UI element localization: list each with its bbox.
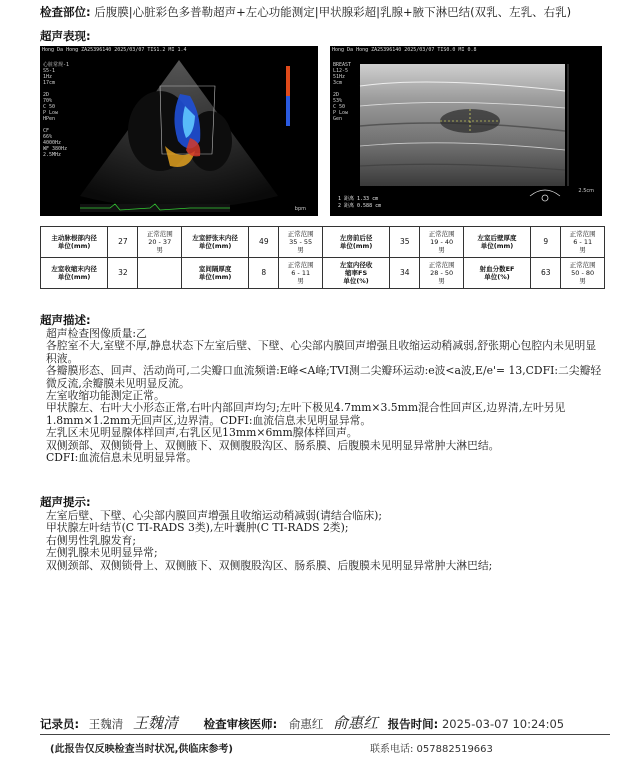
measurement-row [41, 258, 605, 289]
description-text [46, 328, 602, 464]
reviewer-signature: 俞惠红 [333, 714, 379, 732]
measurement-normal-range: 正常范围 19 - 40 男 [420, 227, 464, 258]
prompt-text [46, 510, 602, 572]
exam-site-value: 后腹膜|心脏彩色多普勒超声+左心功能测定|甲状腺彩超|乳腺+腋下淋巴结(双乳、左乳、右乳) [94, 5, 572, 19]
breast-image-measurements [338, 196, 381, 210]
measurement-label: 左室内径收 缩率FS 单位(%) [322, 258, 389, 289]
cardiac-image-header: Hong Da Hong ZA25396140 2025/03/07 TIS1.2 MI 1.4 [42, 47, 187, 53]
cardiac-image-scale-label: bpm [294, 206, 306, 212]
prompt-line: 左室后壁、下壁、心尖部内膜回声增强且收缩运动稍减弱(请结合临床); [46, 509, 382, 522]
measurement-normal-range: 正常范围 20 - 37 男 [138, 227, 182, 258]
measurement-normal-range: 正常范围 6 - 11 男 [279, 258, 323, 289]
ultrasound-images [40, 46, 602, 216]
report-time-label: 报告时间: [387, 717, 439, 731]
breast-ultrasound-image [330, 46, 602, 216]
measurement-label: 左室收缩末内径 单位(mm) [41, 258, 108, 289]
exam-site-line [40, 4, 636, 20]
description-line: 左室收缩功能测定正常。 [46, 389, 165, 403]
contact-phone: 联系电话: 057882519663 [370, 744, 493, 755]
description-line: 双侧颈部、双侧锁骨上、双侧腋下、双侧腹股沟区、肠系膜、后腹膜未见明显异常肿大淋巴结。 [46, 438, 500, 452]
report-disclaimer: (此报告仅反映检查当时状况,供临床参考) [50, 744, 233, 755]
report-footer [40, 712, 620, 733]
measurement-value: 32 [108, 258, 138, 289]
report-time-value: 2025-03-07 10:24:05 [441, 717, 565, 731]
recorder-label: 记录员: [40, 717, 80, 731]
description-line: 各腔室不大,室壁不厚,静息状态下左室后壁、下壁、心尖部内膜回声增强且收缩运动稍减弱,舒张期心包腔内未见明显积液。 [46, 339, 597, 365]
measurement-value: 34 [390, 258, 420, 289]
reviewer-label: 检查审核医师: [203, 717, 278, 731]
measurement-label: 左室后壁厚度 单位(mm) [463, 227, 530, 258]
measurement-normal-range: 正常范围 50 - 80 男 [561, 258, 605, 289]
prompt-section-title: 超声提示: [40, 495, 91, 509]
measurement-value: 63 [531, 258, 561, 289]
description-line: 左乳区未见明显腺体样回声,右乳区见13mm×6mm腺体样回声。 [46, 426, 358, 440]
measurement-label: 主动脉根部内径 单位(mm) [41, 227, 108, 258]
reviewer-name: 俞惠红 [288, 717, 324, 731]
prompt-line: 双侧颈部、双侧锁骨上、双侧腋下、双侧腹股沟区、肠系膜、后腹膜未见明显异常肿大淋巴结; [46, 558, 493, 572]
description-line: 甲状腺左、右叶大小形态正常,右叶内部回声均匀;左叶下极见4.7mm×3.5mm混合性回声区,边界清,左叶另见1.8mm×1.2mm无回声区,边界清。CDFI:血流信息未见明显异常。 [46, 401, 566, 427]
measurement-value: 27 [108, 227, 138, 258]
breast-measurement-1: 1 距离 1.33 cm [338, 196, 379, 202]
prompt-line: 左侧乳腺未见明显异常; [46, 546, 158, 560]
measurement-normal-range [138, 258, 182, 289]
description-line: 超声检查图像质量:乙 [46, 327, 147, 340]
measurement-value: 8 [249, 258, 279, 289]
measurement-normal-range: 正常范围 28 - 50 男 [420, 258, 464, 289]
breast-measurement-2: 2 距离 0.588 cm [338, 203, 382, 209]
cardiac-image-params: 心脏常规-1 S5-1 1Hz 17cm 2D 70% C 50 P Low HPen CF 66% 4000Hz WF 380Hz 2.5MHz [43, 62, 70, 158]
breast-image-header: Hong Da Hong ZA25396140 2025/03/07 TIS0.0 MI 0.8 [332, 47, 477, 53]
measurement-label: 射血分数EF 单位(%) [463, 258, 530, 289]
exam-site-label: 检查部位: [40, 5, 91, 19]
measurement-row [41, 227, 605, 258]
cardiac-ultrasound-image [40, 46, 318, 216]
measurement-label: 室间隔厚度 单位(mm) [181, 258, 248, 289]
measurement-label: 左房前后径 单位(mm) [322, 227, 389, 258]
recorder-name: 王魏清 [88, 717, 124, 731]
images-section-title: 超声表现: [40, 29, 91, 43]
breast-depth-label: 2.5cm [578, 188, 594, 194]
measurement-table [40, 226, 605, 289]
measurement-label: 左室舒张末内径 单位(mm) [181, 227, 248, 258]
footer-divider [40, 734, 610, 735]
description-line: 各瓣膜形态、回声、活动尚可,二尖瓣口血流频谱:E峰<A峰;TVI测二尖瓣环运动:e波<a波,E/e'= 13,CDFI:二尖瓣轻微反流,余瓣膜未见明显反流。 [46, 364, 602, 390]
measurement-normal-range: 正常范围 35 - 55 男 [279, 227, 323, 258]
prompt-line: 甲状腺左叶结节(C TI-RADS 3类),左叶囊肿(C TI-RADS 2类); [46, 521, 349, 535]
recorder-signature: 王魏清 [132, 714, 178, 732]
measurement-value: 9 [531, 227, 561, 258]
prompt-line: 右侧男性乳腺发育; [46, 533, 137, 547]
measurement-normal-range: 正常范围 6 - 11 男 [561, 227, 605, 258]
description-line: CDFI:血流信息未见明显异常。 [46, 451, 198, 465]
breast-image-params: BREAST L12-5 51Hz 3cm 2D 53% C 50 P Low Gen [333, 62, 352, 122]
measurement-value: 35 [390, 227, 420, 258]
description-section-title: 超声描述: [40, 313, 91, 327]
breast-ultrasound-graphic [330, 46, 602, 216]
measurement-value: 49 [249, 227, 279, 258]
cardiac-ultrasound-graphic [40, 46, 318, 216]
